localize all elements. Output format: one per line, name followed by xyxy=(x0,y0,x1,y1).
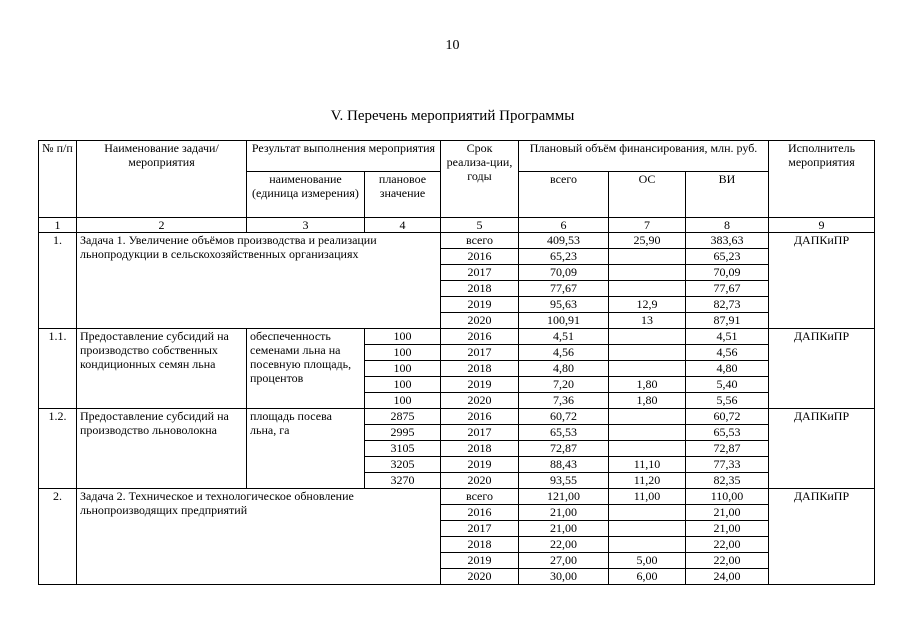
total-cell: 7,20 xyxy=(519,377,609,393)
vi-cell: 4,56 xyxy=(686,345,769,361)
vi-cell: 383,63 xyxy=(686,233,769,249)
task-name: Задача 2. Техническое и технологическое обновление льнопроизводящих предприятий xyxy=(77,489,441,585)
total-cell: 409,53 xyxy=(519,233,609,249)
vi-cell: 70,09 xyxy=(686,265,769,281)
total-cell: 4,80 xyxy=(519,361,609,377)
vi-cell: 82,73 xyxy=(686,297,769,313)
os-cell xyxy=(609,281,686,297)
col-number: 7 xyxy=(609,218,686,233)
total-cell: 22,00 xyxy=(519,537,609,553)
vi-cell: 82,35 xyxy=(686,473,769,489)
header-result-name: наименование (единица измерения) xyxy=(247,172,365,218)
header-vi: ВИ xyxy=(686,172,769,218)
header-total: всего xyxy=(519,172,609,218)
vi-cell: 65,53 xyxy=(686,425,769,441)
total-cell: 7,36 xyxy=(519,393,609,409)
term-cell: 2018 xyxy=(441,441,519,457)
os-cell xyxy=(609,521,686,537)
table-row xyxy=(39,233,875,249)
executor-cell: ДАПКиПР xyxy=(769,329,875,409)
term-cell: 2020 xyxy=(441,393,519,409)
planned-value: 2995 xyxy=(365,425,441,441)
os-cell xyxy=(609,425,686,441)
table-row xyxy=(39,329,875,345)
col-number: 6 xyxy=(519,218,609,233)
term-cell: 2017 xyxy=(441,425,519,441)
os-cell xyxy=(609,361,686,377)
row-number: 1.1. xyxy=(39,329,77,409)
vi-cell: 5,40 xyxy=(686,377,769,393)
os-cell xyxy=(609,345,686,361)
term-cell: 2020 xyxy=(441,569,519,585)
col-number: 8 xyxy=(686,218,769,233)
total-cell: 4,51 xyxy=(519,329,609,345)
planned-value: 100 xyxy=(365,361,441,377)
vi-cell: 72,87 xyxy=(686,441,769,457)
term-cell: 2019 xyxy=(441,553,519,569)
term-cell: 2016 xyxy=(441,249,519,265)
header-task: Наименование задачи/ мероприятия xyxy=(77,141,247,218)
total-cell: 21,00 xyxy=(519,505,609,521)
column-numbers-row xyxy=(39,218,875,233)
header-num: № п/п xyxy=(39,141,77,218)
term-cell: всего xyxy=(441,489,519,505)
vi-cell: 24,00 xyxy=(686,569,769,585)
os-cell: 11,00 xyxy=(609,489,686,505)
term-cell: 2020 xyxy=(441,313,519,329)
page-number: 10 xyxy=(445,38,460,53)
header-funding: Плановый объём финансирования, млн. руб. xyxy=(519,141,769,172)
planned-value: 100 xyxy=(365,393,441,409)
total-cell: 77,67 xyxy=(519,281,609,297)
vi-cell: 110,00 xyxy=(686,489,769,505)
col-number: 3 xyxy=(247,218,365,233)
vi-cell: 22,00 xyxy=(686,537,769,553)
os-cell xyxy=(609,249,686,265)
os-cell: 5,00 xyxy=(609,553,686,569)
task-name: Предоставление субсидий на производство собственных кондиционных семян льна xyxy=(77,329,247,409)
os-cell xyxy=(609,329,686,345)
term-cell: 2017 xyxy=(441,345,519,361)
result-name: обеспеченность семенами льна на посевную площадь, процентов xyxy=(247,329,365,409)
planned-value: 100 xyxy=(365,345,441,361)
os-cell: 25,90 xyxy=(609,233,686,249)
planned-value: 2875 xyxy=(365,409,441,425)
total-cell: 65,23 xyxy=(519,249,609,265)
col-number: 9 xyxy=(769,218,875,233)
planned-value: 3205 xyxy=(365,457,441,473)
os-cell xyxy=(609,441,686,457)
term-cell: 2016 xyxy=(441,409,519,425)
total-cell: 93,55 xyxy=(519,473,609,489)
term-cell: 2020 xyxy=(441,473,519,489)
vi-cell: 5,56 xyxy=(686,393,769,409)
vi-cell: 60,72 xyxy=(686,409,769,425)
total-cell: 72,87 xyxy=(519,441,609,457)
task-name: Задача 1. Увеличение объёмов производства и реализации льнопродукции в сельскохозяйственных организациях xyxy=(77,233,441,329)
term-cell: 2018 xyxy=(441,361,519,377)
vi-cell: 65,23 xyxy=(686,249,769,265)
vi-cell: 77,33 xyxy=(686,457,769,473)
row-number: 2. xyxy=(39,489,77,585)
vi-cell: 4,51 xyxy=(686,329,769,345)
col-number: 2 xyxy=(77,218,247,233)
row-number: 1. xyxy=(39,233,77,329)
total-cell: 70,09 xyxy=(519,265,609,281)
col-number: 1 xyxy=(39,218,77,233)
vi-cell: 21,00 xyxy=(686,521,769,537)
os-cell xyxy=(609,409,686,425)
header-executor: Исполнитель мероприятия xyxy=(769,141,875,218)
os-cell: 1,80 xyxy=(609,393,686,409)
term-cell: 2019 xyxy=(441,377,519,393)
total-cell: 95,63 xyxy=(519,297,609,313)
planned-value: 100 xyxy=(365,377,441,393)
total-cell: 4,56 xyxy=(519,345,609,361)
os-cell xyxy=(609,537,686,553)
vi-cell: 21,00 xyxy=(686,505,769,521)
os-cell xyxy=(609,265,686,281)
vi-cell: 87,91 xyxy=(686,313,769,329)
header-result-value: плановое значение xyxy=(365,172,441,218)
term-cell: 2019 xyxy=(441,297,519,313)
term-cell: 2017 xyxy=(441,265,519,281)
header-row-1 xyxy=(39,141,875,172)
planned-value: 3105 xyxy=(365,441,441,457)
header-result: Результат выполнения мероприятия xyxy=(247,141,441,172)
term-cell: 2018 xyxy=(441,537,519,553)
col-number: 5 xyxy=(441,218,519,233)
os-cell: 6,00 xyxy=(609,569,686,585)
measures-table xyxy=(38,140,875,585)
executor-cell: ДАПКиПР xyxy=(769,409,875,489)
total-cell: 30,00 xyxy=(519,569,609,585)
result-name: площадь посева льна, га xyxy=(247,409,365,489)
vi-cell: 77,67 xyxy=(686,281,769,297)
os-cell: 11,20 xyxy=(609,473,686,489)
total-cell: 121,00 xyxy=(519,489,609,505)
term-cell: 2019 xyxy=(441,457,519,473)
task-name: Предоставление субсидий на производство льноволокна xyxy=(77,409,247,489)
total-cell: 65,53 xyxy=(519,425,609,441)
os-cell: 1,80 xyxy=(609,377,686,393)
header-term: Срок реализа-ции, годы xyxy=(441,141,519,218)
term-cell: 2016 xyxy=(441,505,519,521)
row-number: 1.2. xyxy=(39,409,77,489)
planned-value: 3270 xyxy=(365,473,441,489)
total-cell: 88,43 xyxy=(519,457,609,473)
os-cell: 11,10 xyxy=(609,457,686,473)
executor-cell: ДАПКиПР xyxy=(769,489,875,585)
planned-value: 100 xyxy=(365,329,441,345)
total-cell: 100,91 xyxy=(519,313,609,329)
page-title: V. Перечень мероприятий Программы xyxy=(330,108,575,124)
term-cell: 2018 xyxy=(441,281,519,297)
term-cell: 2017 xyxy=(441,521,519,537)
term-cell: всего xyxy=(441,233,519,249)
col-number: 4 xyxy=(365,218,441,233)
os-cell: 13 xyxy=(609,313,686,329)
total-cell: 27,00 xyxy=(519,553,609,569)
term-cell: 2016 xyxy=(441,329,519,345)
vi-cell: 22,00 xyxy=(686,553,769,569)
total-cell: 60,72 xyxy=(519,409,609,425)
executor-cell: ДАПКиПР xyxy=(769,233,875,329)
os-cell xyxy=(609,505,686,521)
os-cell: 12,9 xyxy=(609,297,686,313)
vi-cell: 4,80 xyxy=(686,361,769,377)
total-cell: 21,00 xyxy=(519,521,609,537)
table-row xyxy=(39,489,875,505)
table-row xyxy=(39,409,875,425)
header-os: ОС xyxy=(609,172,686,218)
